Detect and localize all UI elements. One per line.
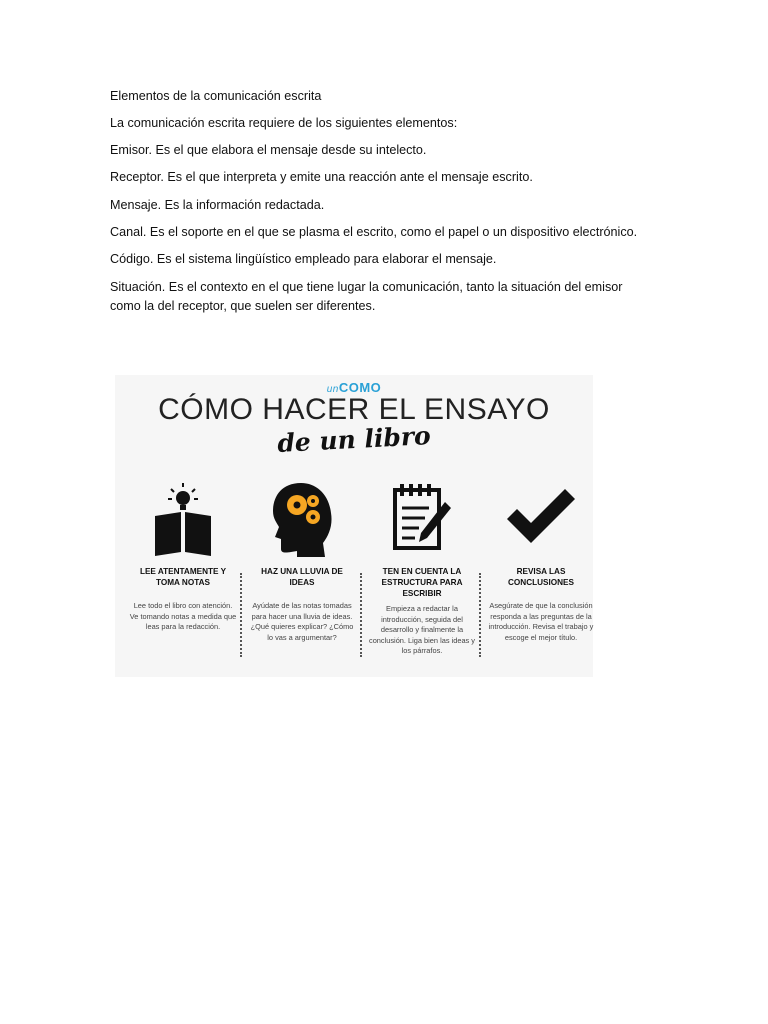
step-text: Ayúdate de las notas tomadas para hacer una lluvia de ideas. ¿Qué quieres explicar? ¿Cómo lo vas a argumentar? [250,601,354,642]
dotted-divider [240,573,242,657]
step-title: TEN EN CUENTA LA ESTRUCTURA PARA ESCRIBIR [381,567,463,598]
brand-prefix: un [326,384,339,395]
notepad-pen-icon [368,477,476,559]
element-canal: Canal. Es el soporte en el que se plasma el escrito, como el papel o un dispositivo electrónico. [110,225,638,239]
element-situacion: Situación. Es el contexto en el que tiene lugar la comunicación, tanto la situación del emisor como la del receptor, que suelen ser diferentes. [110,280,623,313]
document-intro: La comunicación escrita requiere de los siguientes elementos: [110,116,458,130]
element-mensaje: Mensaje. Es la información redactada. [110,198,325,212]
infographic-title: CÓMO HACER EL ENSAYO [158,393,550,426]
element-codigo: Código. Es el sistema lingüístico empleado para elaborar el mensaje. [110,252,497,266]
step-title: REVISA LAS CONCLUSIONES [508,567,574,587]
step-text: Lee todo el libro con atención. Ve tomando notas a medida que leas para la redacción. [129,601,237,631]
step-brainstorm [248,477,356,643]
book-lightbulb-icon [129,477,237,559]
step-review [487,477,595,643]
element-receptor: Receptor. Es el que interpreta y emite una reacción ante el mensaje escrito. [110,170,533,184]
dotted-divider [479,573,481,657]
brand-name: COMO [338,380,382,395]
checkmark-icon [487,477,595,559]
document-heading: Elementos de la comunicación escrita [110,89,322,103]
dotted-divider [360,573,362,657]
infographic-subtitle: de un libro [276,421,432,458]
head-gears-icon [248,477,356,559]
step-structure [368,477,476,657]
step-read [129,477,237,633]
step-title: HAZ UNA LLUVIA DE IDEAS [261,567,343,587]
element-emisor: Emisor. Es el que elabora el mensaje desde su intelecto. [110,143,427,157]
step-text: Empieza a redactar la introducción, seguida del desarrollo y finalmente la conclusión. Liga bien las ideas y los párrafos. [369,604,475,655]
step-title: LEE ATENTAMENTE Y TOMA NOTAS [139,567,227,587]
infographic [115,375,593,677]
step-text: Asegúrate de que la conclusión responda a las preguntas de la introducción. Revisa el trabajo y escoge el mejor título. [488,601,594,642]
